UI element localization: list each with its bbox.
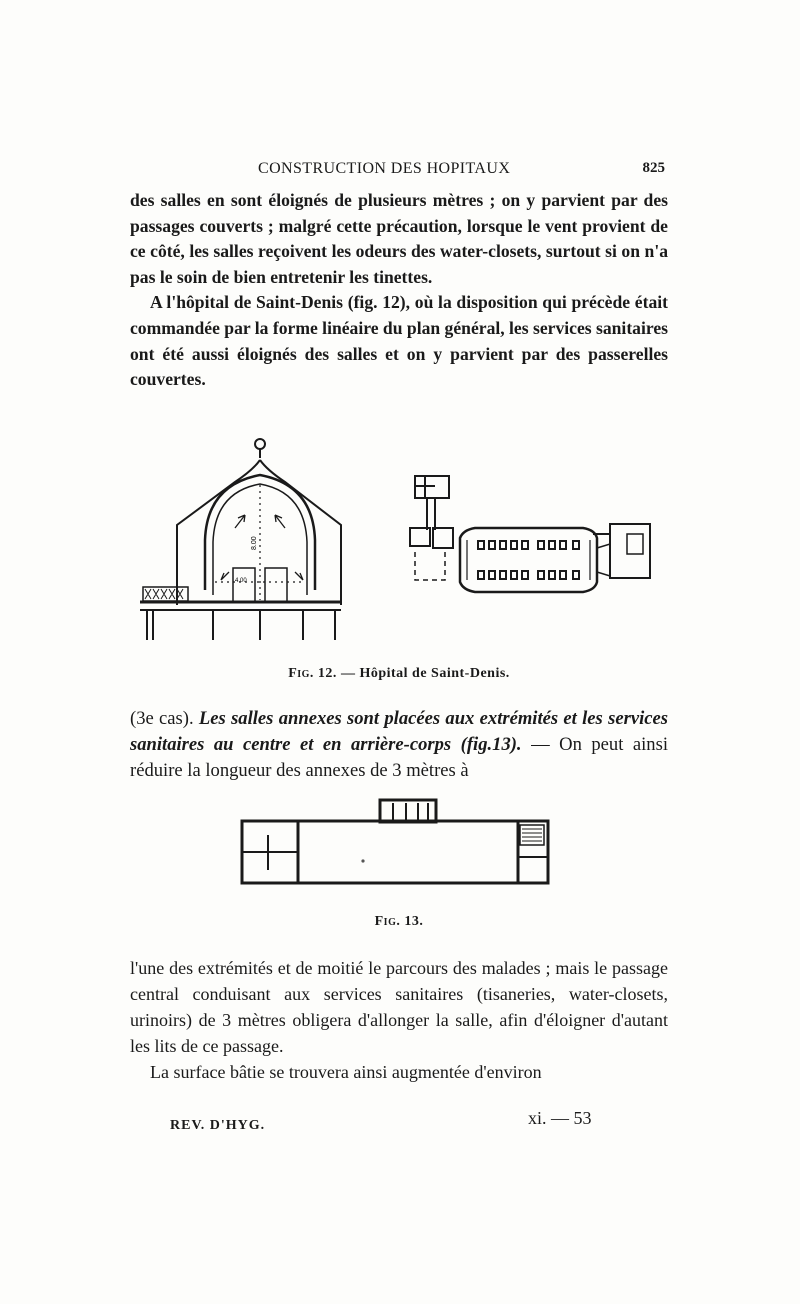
paragraph-1: des salles en sont éloignés de plusieurs mètres ; on y parvient par des passages couverts ; malgré cette précaution, lorsque le vent provient de ce côté, les salles reçoivent les odeurs des water-closets, surtout si on n'a pas le soin de bien entretenir les tinettes. [130, 190, 668, 287]
page-number: 825 [642, 160, 665, 176]
figure-12-section-drawing [135, 430, 335, 650]
section-dimension: 8.00 [251, 536, 258, 550]
text-block-top [130, 188, 668, 393]
figure-12-caption [130, 666, 668, 682]
paragraph-4: l'une des extrémités et de moitié le parcours des malades ; mais le passage central conduisant aux services sanitaires (tisaneries, water-closets, urinoirs) de 3 mètres obligera d'allonger la salle, afin d'éloigner d'autant les lits de ce passage. [130, 958, 668, 1056]
running-title: CONSTRUCTION DES HOPITAUX [258, 160, 511, 177]
footer-signature-right: xi. — 53 [528, 1108, 592, 1128]
paragraph-2: A l'hôpital de Saint-Denis (fig. 12), où la disposition qui précède était commandée par la forme linéaire du plan général, les services sanitaires ont été aussi éloignés des salles et on y parvient par des passerelles couvertes. [130, 292, 669, 390]
footer-signature-left: REV. D'HYG. [170, 1118, 266, 1133]
figure-13-caption [130, 914, 668, 930]
figure-12-label: Fig. 12. [288, 666, 337, 681]
page-header [130, 160, 665, 184]
paragraph-3-rest: — On peut ainsi réduire la longueur des annexes de 3 mètres à [130, 734, 668, 781]
paragraph-3-italic: Les salles annexes sont placées aux extrémités et les services sanitaires au centre et en arrière-corps (fig.13). [130, 708, 668, 755]
figure-12-plan-drawing [405, 468, 665, 608]
paragraph-3-intro: (3e cas). [130, 708, 194, 729]
text-block-bottom [130, 955, 668, 1085]
section-dimension-2: 4.00 [235, 578, 247, 584]
figure-13-label: Fig. 13. [374, 914, 424, 929]
paragraph-3 [130, 706, 668, 784]
figure-12-title: — Hôpital de Saint-Denis. [340, 666, 510, 681]
paragraph-5: La surface bâtie se trouvera ainsi augmentée d'environ [150, 1062, 542, 1082]
figure-13-plan-drawing [238, 795, 558, 895]
text-block-middle [130, 706, 668, 784]
